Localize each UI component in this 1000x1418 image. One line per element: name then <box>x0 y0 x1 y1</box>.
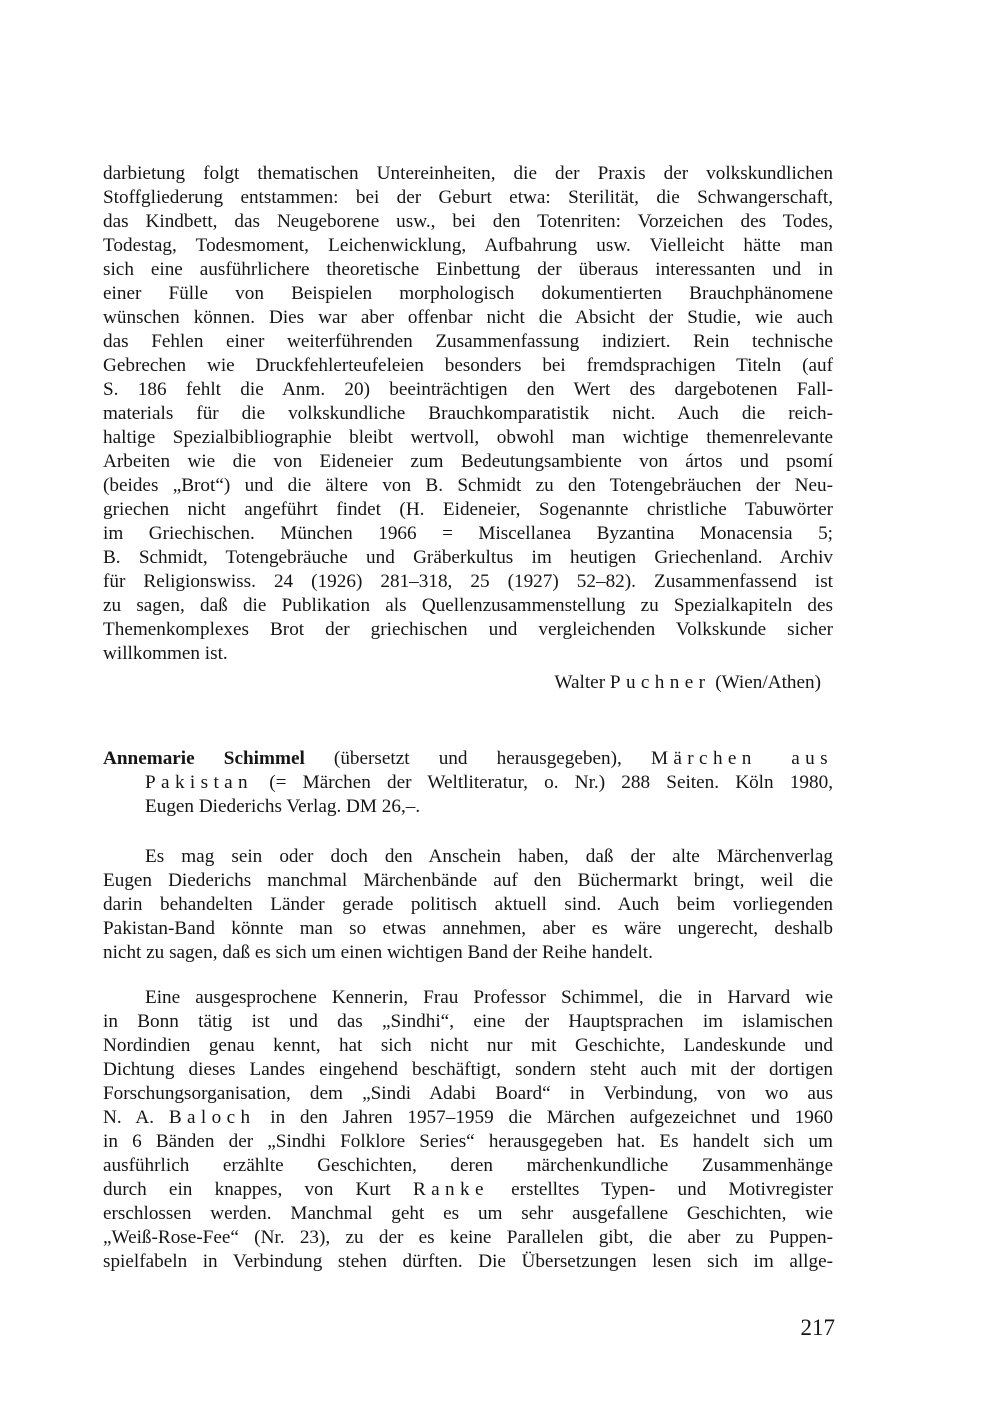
text-segment: in 6 Bänden der „Sindhi Folklore Series“ herausgegeben hat. Es handelt sich um <box>103 1131 833 1152</box>
text-segment: Eugen Diederichs manchmal Märchenbände auf den Büchermarkt bringt, weil die <box>103 870 833 891</box>
reviewer-first-name: Walter <box>554 672 610 693</box>
text-segment: sich eine ausführlichere theoretische Einbettung der überaus interessanten und in <box>103 259 833 280</box>
text-line <box>103 1106 833 1130</box>
text-segment: Nordindien genau kennt, hat sich nicht nur mit Geschichte, Landeskunde und <box>103 1035 833 1056</box>
text-line <box>103 570 833 594</box>
text-line <box>103 474 833 498</box>
text-line <box>103 378 833 402</box>
text-segment: im Griechischen. München 1966 = Miscellanea Byzantina Monacensia 5; <box>103 523 833 544</box>
text-segment: durch ein knappes, von Kurt <box>103 1179 413 1200</box>
text-segment: Pakistan-Band könnte man so etwas annehmen, aber es wäre ungerecht, deshalb <box>103 918 833 939</box>
text-line <box>103 1178 833 1202</box>
reviewer-location: (Wien/Athen) <box>710 672 821 693</box>
text-segment: darin behandelten Länder gerade politisch aktuell sind. Auch beim vorliegenden <box>103 894 833 915</box>
spaced-name: Ranke <box>412 1179 489 1200</box>
text-segment: „Weiß-Rose-Fee“ (Nr. 23), zu der es keine Parallelen gibt, die aber zu Puppen- <box>103 1227 833 1248</box>
text-line <box>103 1034 833 1058</box>
text-segment: das Fehlen einer weiterführenden Zusammenfassung indiziert. Rein technische <box>103 331 833 352</box>
review-2-paragraph-1 <box>103 845 833 965</box>
text-segment: erschlossen werden. Manchmal geht es um sehr ausgefallene Geschichten, wie <box>103 1203 833 1224</box>
text-segment: spielfabeln in Verbindung stehen dürften. Die Übersetzungen lesen sich im allge- <box>103 1251 833 1272</box>
text-segment: Stoffgliederung entstammen: bei der Geburt etwa: Sterilität, die Schwangerschaft, <box>103 187 833 208</box>
text-line <box>103 186 833 210</box>
text-line <box>103 795 833 819</box>
text-segment: das Kindbett, das Neugeborene usw., bei den Totenriten: Vorzeichen des Todes, <box>103 211 833 232</box>
text-line <box>103 258 833 282</box>
text-line <box>103 642 833 666</box>
text-line <box>103 893 833 917</box>
text-line <box>103 522 833 546</box>
text-segment: (= Märchen der Weltliteratur, o. Nr.) 288 Seiten. Köln 1980, <box>253 772 833 793</box>
text-line <box>103 282 833 306</box>
review-2-paragraph-2 <box>103 986 833 1274</box>
text-segment: Es mag sein oder doch den Anschein haben, daß der alte Märchenverlag <box>145 846 833 867</box>
text-segment: griechen nicht angeführt findet (H. Eideneier, Sogenannte christliche Tabuwörter <box>103 499 833 520</box>
text-line <box>103 986 833 1010</box>
text-segment: Forschungsorganisation, dem „Sindi Adabi Board“ in Verbindung, von wo aus <box>103 1083 833 1104</box>
text-line <box>103 917 833 941</box>
text-segment: N. A. <box>103 1107 169 1128</box>
text-segment: darbietung folgt thematischen Untereinheiten, die der Praxis der volkskundlichen <box>103 163 833 184</box>
text-line <box>103 234 833 258</box>
text-segment: zu sagen, daß die Publikation als Quellenzusammenstellung zu Spezialkapiteln des <box>103 595 833 616</box>
text-line <box>103 1226 833 1250</box>
text-segment: nicht zu sagen, daß es sich um einen wichtigen Band der Reihe handelt. <box>103 942 653 963</box>
text-segment: erstelltes Typen- und Motivregister <box>488 1179 833 1200</box>
text-line <box>103 546 833 570</box>
text-segment: haltige Spezialbibliographie bleibt wertvoll, obwohl man wichtige themenrelevante <box>103 427 833 448</box>
text-line <box>103 498 833 522</box>
text-segment: materials für die volkskundliche Brauchkomparatistik nicht. Auch die reich- <box>103 403 833 424</box>
text-line <box>103 1154 833 1178</box>
text-segment: für Religionswiss. 24 (1926) 281–318, 25 (1927) 52–82). Zusammenfassend ist <box>103 571 833 592</box>
text-line <box>103 210 833 234</box>
text-line <box>103 1130 833 1154</box>
review-2-bibliographic-heading <box>103 747 833 819</box>
text-line <box>103 330 833 354</box>
text-segment: Eugen Diederichs Verlag. DM 26,–. <box>145 796 421 817</box>
text-segment: S. 186 fehlt die Anm. 20) beeinträchtigen den Wert des dargebotenen Fall- <box>103 379 833 400</box>
text-line <box>103 1058 833 1082</box>
text-line <box>103 1010 833 1034</box>
spaced-name: Märchen aus <box>650 748 833 769</box>
text-segment: in Bonn tätig ist und das „Sindhi“, eine der Hauptsprachen im islamischen <box>103 1011 833 1032</box>
text-segment: in den Jahren 1957–1959 die Märchen aufgezeichnet und 1960 <box>255 1107 833 1128</box>
page-number: 217 <box>800 1315 835 1340</box>
text-segment: Todestag, Todesmoment, Leichenwicklung, Aufbahrung usw. Vielleicht hätte man <box>103 235 833 256</box>
text-segment: Eine ausgesprochene Kennerin, Frau Professor Schimmel, die in Harvard wie <box>145 987 833 1008</box>
text-line <box>103 426 833 450</box>
text-line <box>103 845 833 869</box>
text-line <box>103 747 833 771</box>
text-segment: (beides „Brot“) und die ältere von B. Schmidt zu den Totengebräuchen der Neu- <box>103 475 833 496</box>
reviewer-surname: Puchner <box>609 672 711 693</box>
spaced-name: Pakistan <box>145 772 254 793</box>
text-line <box>103 402 833 426</box>
text-segment: Themenkomplexes Brot der griechischen und vergleichenden Volkskunde sicher <box>103 619 833 640</box>
text-line <box>103 771 833 795</box>
text-segment: Arbeiten wie die von Eideneier zum Bedeutungsambiente von ártos und psomí <box>103 451 833 472</box>
text-segment: willkommen ist. <box>103 643 228 664</box>
text-line <box>103 162 833 186</box>
text-line <box>103 1202 833 1226</box>
text-segment: Gebrechen wie Druckfehlerteufeleien besonders bei fremdsprachigen Titeln (auf <box>103 355 833 376</box>
text-line <box>103 450 833 474</box>
reviewer-signature <box>103 672 821 694</box>
text-line <box>103 1250 833 1274</box>
review-1-body <box>103 162 833 666</box>
text-line <box>103 1082 833 1106</box>
text-segment: B. Schmidt, Totengebräuche und Gräberkultus im heutigen Griechenland. Archiv <box>103 547 833 568</box>
text-line <box>103 941 833 965</box>
text-segment: ausführlich erzählte Geschichten, deren märchenkundliche Zusammenhänge <box>103 1155 833 1176</box>
text-segment: einer Fülle von Beispielen morphologisch dokumentierten Brauchphänomene <box>103 283 833 304</box>
text-segment: (übersetzt und herausgegeben), <box>304 748 651 769</box>
text-line <box>103 594 833 618</box>
text-segment: Dichtung dieses Landes eingehend beschäftigt, sondern steht auch mit der dortigen <box>103 1059 833 1080</box>
text-line <box>103 869 833 893</box>
text-line <box>103 354 833 378</box>
spaced-name: Baloch <box>168 1107 256 1128</box>
text-segment: wünschen können. Dies war aber offenbar nicht die Absicht der Studie, wie auch <box>103 307 833 328</box>
text-line <box>103 618 833 642</box>
author-name: Annemarie Schimmel <box>103 748 305 769</box>
text-line <box>103 306 833 330</box>
